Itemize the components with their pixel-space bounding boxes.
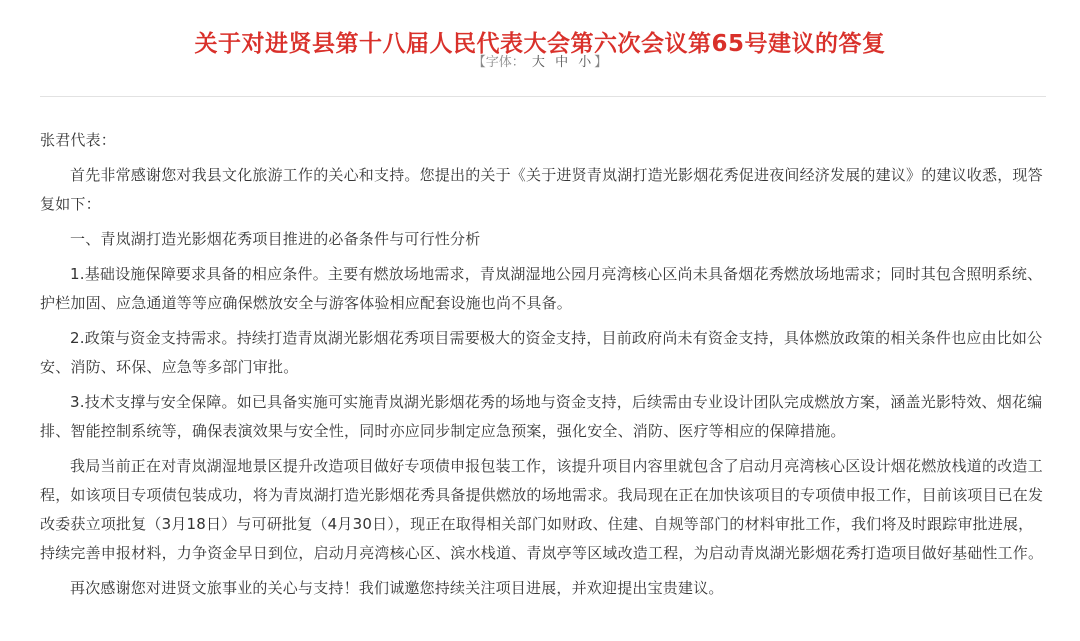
article-title: 关于对进贤县第十八届人民代表大会第六次会议第65号建议的答复 [194,31,886,58]
font-size-medium-button[interactable]: 中 [555,55,569,70]
paragraph-tech-safety: 3.技术支撑与安全保障。如已具备实施可实施青岚湖光影烟花秀的场地与资金支持，后续需由专业设计团队完成燃放方案，涵盖光影特效、烟花编排、智能控制系统等，确保表演效果与安全性，同时亦应同步制定应急预案，强化安全、消防、医疗等相应的保障措施。 [40,393,1043,440]
paragraph-infrastructure: 1.基础设施保障要求具备的相应条件。主要有燃放场地需求，青岚湖湿地公园月亮湾核心区尚未具备烟花秀燃放场地需求；同时其包含照明系统、护栏加固、应急通道等等应确保燃放安全与游客体验相应配套设施也尚不具备。 [40,265,1043,312]
paragraph-policy-funding: 2.政策与资金支持需求。持续打造青岚湖光影烟花秀项目需要极大的资金支持，目前政府尚未有资金支持，具体燃放政策的相关条件也应由比如公安、消防、环保、应急等多部门审批。 [40,329,1043,376]
salutation: 张君代表： [40,131,117,149]
font-size-small-button[interactable]: 小 [578,55,592,70]
font-size-open-bracket: 【 [472,55,486,70]
title-divider [40,96,1046,97]
paragraph-progress: 我局当前正在对青岚湖湿地景区提升改造项目做好专项债申报包装工作，该提升项目内容里就包含了启动月亮湾核心区设计烟花燃放栈道的改造工程，如该项目专项债包装成功，将为青岚湖打造光影烟花秀具备提供燃放的场地需求。我局现在正在加快该项目的专项债申报工作，目前该项目已在发改委获立项批复（3月18日）与可研批复（4月30日），现正在取得相关部门如财政、住建、自规等部门的材料审批工作，我们将及时跟踪审批进展，持续完善申报材料，力争资金早日到位，启动月亮湾核心区、滨水栈道、青岚亭等区域改造工程，为启动青岚湖光影烟花秀打造项目做好基础性工作。 [40,457,1044,562]
font-size-label: 字体： [485,55,525,70]
font-size-close-bracket: 】 [594,55,608,70]
section-heading-1: 一、青岚湖打造光影烟花秀项目推进的必备条件与可行性分析 [70,230,481,248]
paragraph-intro: 首先非常感谢您对我县文化旅游工作的关心和支持。您提出的关于《关于进贤青岚湖打造光影烟花秀促进夜间经济发展的建议》的建议收悉，现答复如下： [40,166,1043,213]
article-body [40,126,1046,609]
font-size-selector [0,51,1080,70]
paragraph-closing: 再次感谢您对进贤文旅事业的关心与支持！我们诚邀您持续关注项目进展，并欢迎提出宝贵建议。 [70,579,724,597]
font-size-large-button[interactable]: 大 [531,55,545,70]
